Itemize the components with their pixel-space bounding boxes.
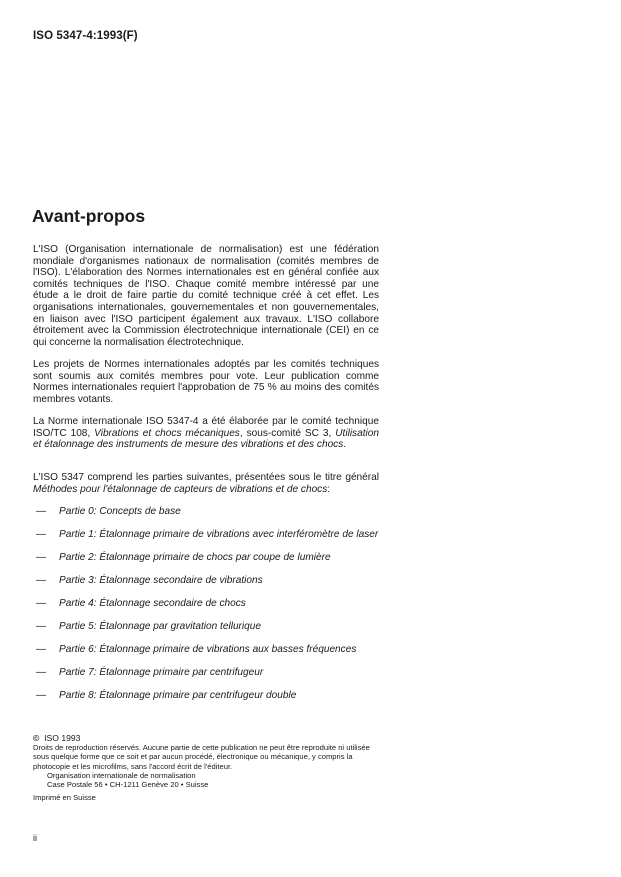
list-dash: — <box>36 643 47 655</box>
part-text: Partie 0: Concepts de base <box>59 506 181 517</box>
page-number: ii <box>33 833 37 843</box>
rights-notice: Droits de reproduction réservés. Aucune partie de cette publication ne peut être reproduite ni utilisée sous quelque forme que ce soit et par aucun procédé, électronique ou mécanique, y compris la photocopie et les microfilms, sans l'accord écrit de l'éditeur. <box>33 743 370 771</box>
part-text: Partie 1: Étalonnage primaire de vibrations avec interféromètre de laser <box>59 528 379 540</box>
part-text: Partie 2: Étalonnage primaire de chocs par coupe de lumière <box>59 551 331 563</box>
list-item <box>36 621 379 633</box>
part-text: Partie 5: Étalonnage par gravitation tellurique <box>59 620 262 632</box>
copyright-year: ISO 1993 <box>44 733 81 743</box>
committee-sc-name: Utilisation et étalonnage des instruments de mesure des vibrations et des chocs <box>33 427 379 451</box>
paragraph-vote: Les projets de Normes internationales adoptés par les comités techniques sont soumis aux comités membres pour vote. Leur publication comme Normes internationales requiert l'approbation de 75 % au moins des comités membres votants. <box>33 359 379 405</box>
list-item <box>36 598 379 610</box>
list-item <box>36 667 379 679</box>
list-dash: — <box>36 666 47 678</box>
paragraph-committee <box>33 416 379 451</box>
list-dash: — <box>36 506 47 517</box>
copyright-line <box>33 734 383 743</box>
parts-intro-text: L'ISO 5347 comprend les parties suivantes, présentées sous le titre général <box>33 472 379 483</box>
list-dash: — <box>36 597 47 609</box>
parts-general-title: Méthodes pour l'étalonnage de capteurs de vibrations et de chocs <box>33 483 328 495</box>
list-item <box>36 506 379 518</box>
list-dash: — <box>36 689 47 701</box>
list-item <box>36 575 379 587</box>
list-item <box>36 690 379 702</box>
part-text: Partie 8: Étalonnage primaire par centrifugeur double <box>59 689 297 701</box>
part-text: Partie 3: Étalonnage secondaire de vibrations <box>59 574 263 586</box>
copyright-icon: © <box>33 733 40 743</box>
publisher-address: Case Postale 56 • CH-1211 Genève 20 • Suisse <box>47 780 209 790</box>
printed-notice: Imprimé en Suisse <box>33 793 96 803</box>
list-item <box>36 552 379 564</box>
list-item <box>36 644 379 656</box>
committee-text-2: , sous-comité SC 3, <box>239 427 336 439</box>
part-text: Partie 6: Étalonnage primaire de vibrations aux basses fréquences <box>59 643 357 655</box>
committee-tc-name: Vibrations et chocs mécaniques <box>94 427 240 439</box>
list-item <box>36 529 379 541</box>
list-dash: — <box>36 574 47 586</box>
list-dash: — <box>36 551 47 563</box>
page-title: Avant-propos <box>32 206 146 226</box>
part-text: Partie 7: Étalonnage primaire par centrifugeur <box>59 666 264 678</box>
part-text: Partie 4: Étalonnage secondaire de chocs <box>59 597 246 609</box>
paragraph-iso-intro: L'ISO (Organisation internationale de normalisation) est une fédération mondiale d'organismes nationaux de normalisation (comités membres de l'ISO). L'élaboration des Normes internationales est en général confiée aux comités techniques de l'ISO. Chaque comité membre intéressé par une étude a le droit de faire partie du comité technique créé à cet effet. Les organisations internationales, gouvernementales et non gouvernementales, en liaison avec l'ISO participent également aux travaux. L'ISO collabore étroitement avec la Commission électrotechnique internationale (CEI) en ce qui concerne la normalisation électrotechnique. <box>33 244 379 348</box>
committee-text-3: . <box>343 439 347 451</box>
publisher-name: Organisation internationale de normalisation <box>47 770 196 780</box>
copyright-block <box>33 734 383 802</box>
document-header: ISO 5347-4:1993(F) <box>33 30 138 42</box>
committee-text-1: La Norme internationale ISO 5347-4 a été élaborée par le comité technique ISO/TC 108, <box>33 416 379 439</box>
list-dash: — <box>36 620 47 632</box>
list-dash: — <box>36 528 47 540</box>
paragraph-parts-intro <box>33 472 379 495</box>
parts-intro-colon: : <box>327 483 331 495</box>
parts-list <box>36 506 379 713</box>
